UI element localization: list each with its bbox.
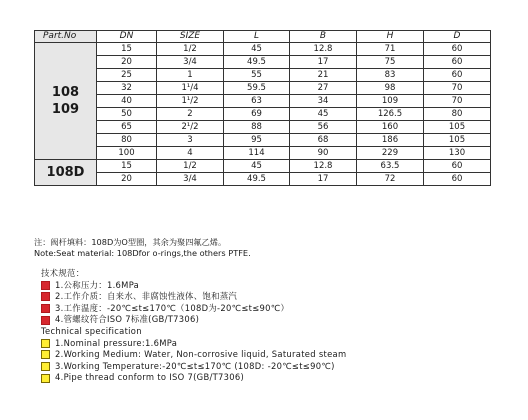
table-cell: 40 bbox=[97, 95, 157, 108]
table-cell: 12.8 bbox=[290, 43, 357, 56]
table-cell: 109 bbox=[357, 95, 424, 108]
table-cell: 88 bbox=[224, 121, 290, 134]
notes bbox=[34, 237, 251, 259]
table-cell: 100 bbox=[97, 147, 157, 160]
table-cell: 80 bbox=[424, 108, 491, 121]
table-cell: 114 bbox=[224, 147, 290, 160]
table-row bbox=[35, 82, 491, 95]
table-cell: 186 bbox=[357, 134, 424, 147]
table-cell: 49.5 bbox=[224, 56, 290, 69]
table-cell: 60 bbox=[424, 43, 491, 56]
table-cell: 83 bbox=[357, 69, 424, 82]
table-cell: 1/2 bbox=[157, 43, 224, 56]
table-cell: 15 bbox=[97, 160, 157, 173]
square-bullet-icon bbox=[41, 350, 50, 359]
table-cell: 70 bbox=[424, 82, 491, 95]
table-cell: 90 bbox=[290, 147, 357, 160]
table-cell: 20 bbox=[97, 173, 157, 186]
spec-text: 2.工作介质：自来水、非腐蚀性液体、饱和蒸汽 bbox=[55, 291, 238, 302]
table-cell: 20 bbox=[97, 56, 157, 69]
part-number-cell bbox=[35, 160, 97, 186]
square-bullet-icon bbox=[41, 281, 50, 290]
spec-item bbox=[41, 361, 346, 373]
table-cell: 105 bbox=[424, 121, 491, 134]
spec-text: 4.管螺纹符合ISO 7标准(GB/T7306) bbox=[55, 314, 200, 325]
table-cell: 27 bbox=[290, 82, 357, 95]
table-cell: 2 bbox=[157, 108, 224, 121]
table-cell: 32 bbox=[97, 82, 157, 95]
table-row bbox=[35, 95, 491, 108]
spec-item bbox=[41, 314, 346, 326]
specifications bbox=[41, 268, 346, 384]
table-cell: 45 bbox=[290, 108, 357, 121]
table-cell: 2¹/2 bbox=[157, 121, 224, 134]
table-cell: 34 bbox=[290, 95, 357, 108]
table-cell: 69 bbox=[224, 108, 290, 121]
table-cell: 68 bbox=[290, 134, 357, 147]
table-cell: 1¹/2 bbox=[157, 95, 224, 108]
spec-item bbox=[41, 338, 346, 350]
table-cell: 15 bbox=[97, 43, 157, 56]
table-row bbox=[35, 43, 491, 56]
table-cell: 17 bbox=[290, 56, 357, 69]
table-cell: 63 bbox=[224, 95, 290, 108]
table-cell: 70 bbox=[424, 95, 491, 108]
square-bullet-icon bbox=[41, 339, 50, 348]
spec-text: 3.Working Temperature:-20℃≤t≤170℃ (108D: -20℃≤t≤90℃) bbox=[55, 360, 335, 371]
dimension-table bbox=[34, 30, 491, 186]
table-cell: 130 bbox=[424, 147, 491, 160]
table-cell: 49.5 bbox=[224, 173, 290, 186]
header-size: SIZE bbox=[157, 31, 224, 43]
table-cell: 72 bbox=[357, 173, 424, 186]
specs-cn-list bbox=[41, 280, 346, 326]
spec-item bbox=[41, 280, 346, 292]
table-cell: 60 bbox=[424, 160, 491, 173]
table-cell: 160 bbox=[357, 121, 424, 134]
table-cell: 4 bbox=[157, 147, 224, 160]
table-row bbox=[35, 173, 491, 186]
table-cell: 71 bbox=[357, 43, 424, 56]
spec-text: 1.公称压力：1.6MPa bbox=[55, 279, 140, 290]
table-cell: 105 bbox=[424, 134, 491, 147]
header-h: H bbox=[357, 31, 424, 43]
part-number: 109 bbox=[51, 102, 80, 117]
table-cell: 75 bbox=[357, 56, 424, 69]
table-cell: 60 bbox=[424, 69, 491, 82]
spec-text: 3.工作温度：-20℃≤t≤170℃（108D为-20℃≤t≤90℃） bbox=[55, 302, 290, 313]
table-cell: 60 bbox=[424, 173, 491, 186]
header-dn: DN bbox=[97, 31, 157, 43]
note-en: Note:Seat material: 108Dfor o-rings,the others PTFE. bbox=[34, 248, 251, 258]
table-cell: 80 bbox=[97, 134, 157, 147]
note-cn: 注：阀杆填料：108D为O型圈，其余为聚四氟乙烯。 bbox=[34, 237, 227, 247]
header-b: B bbox=[290, 31, 357, 43]
table-cell: 45 bbox=[224, 160, 290, 173]
table-row bbox=[35, 134, 491, 147]
table-row bbox=[35, 147, 491, 160]
table-cell: 3/4 bbox=[157, 173, 224, 186]
spec-text: 4.Pipe thread conform to ISO 7(GB/T7306) bbox=[55, 372, 245, 383]
table-row bbox=[35, 160, 491, 173]
square-bullet-icon bbox=[41, 304, 50, 313]
part-number: 108D bbox=[46, 165, 85, 180]
table-cell: 95 bbox=[224, 134, 290, 147]
table-cell: 17 bbox=[290, 173, 357, 186]
square-bullet-icon bbox=[41, 316, 50, 325]
header-l: L bbox=[224, 31, 290, 43]
table-cell: 126.5 bbox=[357, 108, 424, 121]
table-cell: 1 bbox=[157, 69, 224, 82]
table-cell: 12.8 bbox=[290, 160, 357, 173]
table-row bbox=[35, 121, 491, 134]
spec-item bbox=[41, 349, 346, 361]
spec-item bbox=[41, 291, 346, 303]
specs-en-heading: Technical specification bbox=[41, 325, 142, 336]
square-bullet-icon bbox=[41, 374, 50, 383]
table-row bbox=[35, 69, 491, 82]
table-cell: 56 bbox=[290, 121, 357, 134]
spec-text: 1.Nominal pressure:1.6MPa bbox=[55, 337, 178, 348]
table-cell: 1¹/4 bbox=[157, 82, 224, 95]
table-cell: 63.5 bbox=[357, 160, 424, 173]
table-cell: 59.5 bbox=[224, 82, 290, 95]
table-cell: 98 bbox=[357, 82, 424, 95]
table-cell: 55 bbox=[224, 69, 290, 82]
header-d: D bbox=[424, 31, 491, 43]
table-cell: 50 bbox=[97, 108, 157, 121]
table-cell: 45 bbox=[224, 43, 290, 56]
table-row bbox=[35, 56, 491, 69]
part-number: 108 bbox=[51, 85, 80, 100]
table-cell: 3 bbox=[157, 134, 224, 147]
table-cell: 60 bbox=[424, 56, 491, 69]
part-number-cell bbox=[35, 43, 97, 160]
table-cell: 21 bbox=[290, 69, 357, 82]
table-cell: 65 bbox=[97, 121, 157, 134]
table-cell: 3/4 bbox=[157, 56, 224, 69]
header-part-no: Part.No bbox=[35, 31, 97, 43]
table-header-row bbox=[35, 31, 491, 43]
spec-item bbox=[41, 303, 346, 315]
table-cell: 1/2 bbox=[157, 160, 224, 173]
spec-text: 2.Working Medium: Water, Non-corrosive liquid, Saturated steam bbox=[55, 349, 347, 360]
specs-en-list bbox=[41, 338, 346, 384]
table-cell: 25 bbox=[97, 69, 157, 82]
square-bullet-icon bbox=[41, 362, 50, 371]
square-bullet-icon bbox=[41, 292, 50, 301]
specs-cn-heading: 技术规范： bbox=[41, 268, 85, 278]
table-row bbox=[35, 108, 491, 121]
spec-item bbox=[41, 372, 346, 384]
table-cell: 229 bbox=[357, 147, 424, 160]
